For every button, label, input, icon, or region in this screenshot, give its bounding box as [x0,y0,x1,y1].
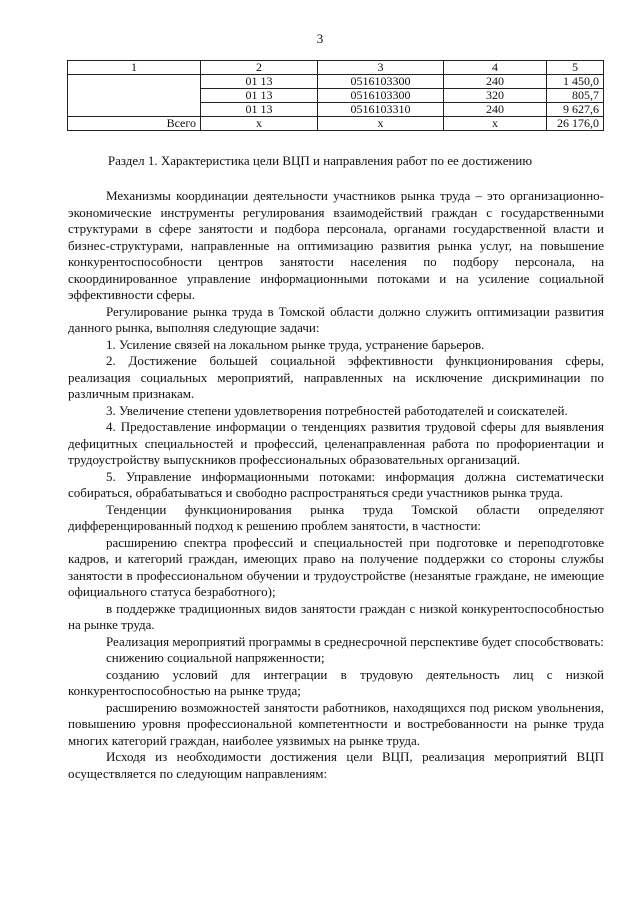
section-title: Раздел 1. Характеристика цели ВЦП и направления работ по ее достижению [107,153,533,168]
table-cell: x [444,117,547,131]
paragraph: Реализация мероприятий программы в среднесрочной перспективе будет способствовать: [106,633,604,649]
header-cell: 3 [318,61,444,75]
header-cell: 5 [547,61,604,75]
body-text [68,188,604,782]
table-cell: x [201,117,318,131]
table-cell: 1 450,0 [547,75,604,89]
paragraph: в поддержке традиционных видов занятости граждан с низкой конкурентоспособностью на рынке труда. [68,600,604,632]
table-cell: 0516103300 [318,89,444,103]
header-cell: 4 [444,61,547,75]
table-cell: 240 [444,75,547,89]
table-cell: 240 [444,103,547,117]
header-cell: 2 [201,61,318,75]
table-header-row [68,61,604,75]
paragraph: Исходя из необходимости достижения цели ВЦП, реализация мероприятий ВЦП осуществляется по следующим направлениям: [68,749,604,781]
table-cell: 320 [444,89,547,103]
paragraph: Тенденции функционирования рынка труда Томской области определяют дифференцированный подход к решению проблем занятости, в частности: [68,501,604,533]
total-value: 26 176,0 [547,117,604,131]
table-cell: x [318,117,444,131]
table-cell: 01 13 [201,103,318,117]
paragraph: 2. Достижение большей социальной эффективности функционирования сферы, реализация социальных мероприятий, направленных на исключение дискриминации по различным признакам. [68,353,604,401]
page-number: 3 [316,31,324,46]
paragraph: расширению возможностей занятости работников, находящихся под риском увольнения, повышению уровня профессиональной компетентности и востребованности на рынке труда многих категорий граждан, наиболее уязвимых на рынке труда. [68,699,604,748]
header-cell: 1 [68,61,201,75]
table-cell: 01 13 [201,89,318,103]
paragraph: Регулирование рынка труда в Томской области должно служить оптимизации развития данного рынка, выполняя следующие задачи: [68,303,604,335]
paragraph: расширению спектра профессий и специальностей при подготовке и переподготовке кадров, и категорий граждан, имеющих право на получение поддержки со стороны службы занятости в профессиональном обучении и трудоустройстве (незанятые граждане, не имеющие официального статуса безработного); [68,534,604,599]
paragraph: 1. Усиление связей на локальном рынке труда, устранение барьеров. [106,336,485,352]
table-cell: 01 13 [201,75,318,89]
paragraph: Механизмы координации деятельности участников рынка труда – это организационно-экономические инструменты регулирования взаимодействий граждан с государственными структурами в сфере занятости и подбора персонала, органами государственной власти и бизнес-структурами, направленные на оптимизацию развития рынка услуг, на повышение конкурентоспособности центров занятости населения по подбору персонала, на скоординированное управление информационными потоками и на усиление социальной эффективности сферы. [68,188,604,302]
table-cell: 9 627,6 [547,103,604,117]
table-cell: 0516103310 [318,103,444,117]
merged-cell [68,75,201,117]
table-cell: 805,7 [547,89,604,103]
paragraph: созданию условий для интеграции в трудовую деятельность лиц с низкой конкурентоспособностью на рынке труда; [68,666,604,698]
paragraph: снижению социальной напряженности; [106,650,325,665]
paragraph: 3. Увеличение степени удовлетворения потребностей работодателей и соискателей. [106,402,568,418]
total-label: Всего [68,117,201,131]
table-row [68,75,604,89]
table-cell: 0516103300 [318,75,444,89]
budget-table [67,60,604,131]
paragraph: 4. Предоставление информации о тенденциях развития трудовой сферы для выявления дефицитных специальностей и профессий, целенаправленная работа по профориентации и трудоустройству выпускников профессиональных образовательных организаций. [68,419,604,467]
paragraph: 5. Управление информационными потоками: информация должна систематически собираться, обрабатываться и свободно распространяться среди участников рынка труда. [68,468,604,500]
table-total-row [68,117,604,131]
